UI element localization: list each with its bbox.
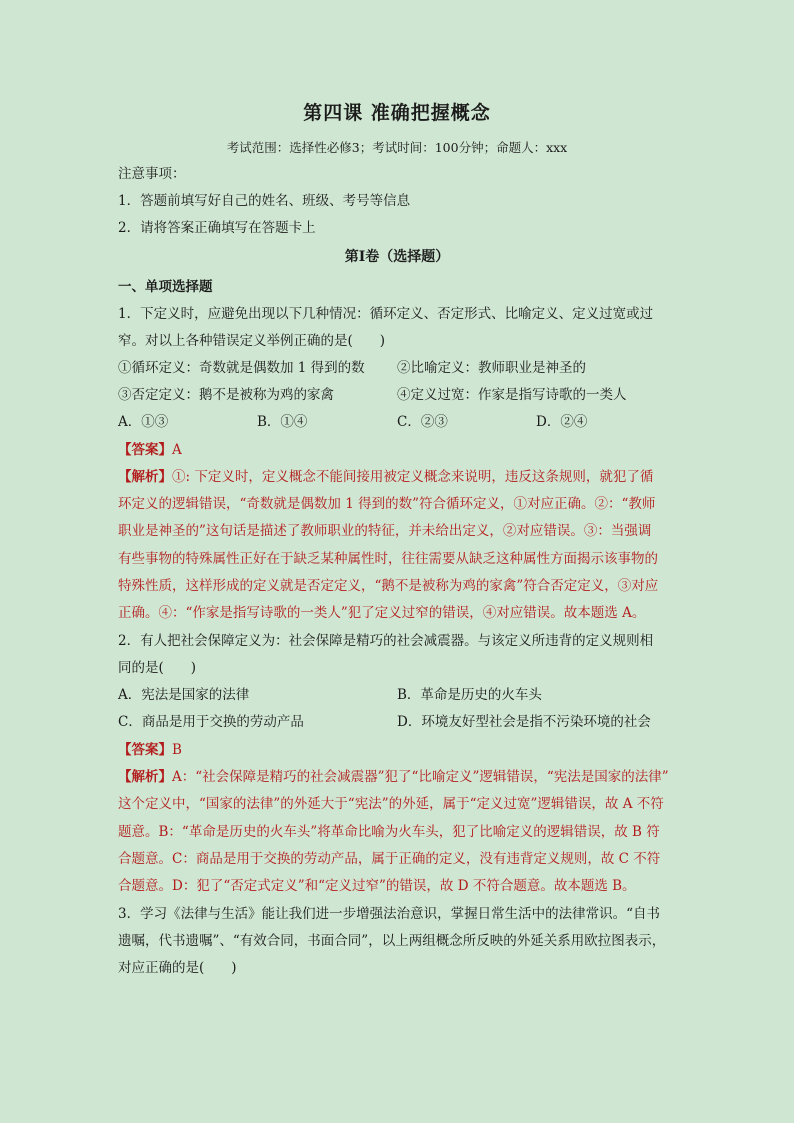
q1-analysis-text-1: ①: 下定义时，定义概念不能间接用被定义概念来说明，违反这条规则，就犯了循 — [172, 469, 654, 485]
q2-analysis-line-4: 合题意。C：商品是用于交换的劳动产品，属于正确的定义，没有违背定义规则，故 C 不符 — [118, 851, 661, 867]
q1-item-3: ③否定定义：鹅不是被称为鸡的家禽 — [118, 387, 334, 403]
q2-analysis-line-2: 这个定义中，“国家的法律”的外延大于“宪法”的外延，属于“定义过宽”逻辑错误，故 A 不符 — [118, 796, 664, 812]
q1-analysis-tag: 【解析】 — [118, 469, 172, 485]
q2-stem-line-1: 2．有人把社会保障定义为：社会保障是精巧的社会减震器。与该定义所违背的定义规则相 — [118, 633, 654, 649]
q2-analysis-text-1: A：“社会保障是精巧的社会减震器”犯了“比喻定义”逻辑错误，“宪法是国家的法律” — [172, 769, 669, 785]
exam-meta: 考试范围：选择性必修3；考试时间：100分钟；命题人：xxx — [226, 140, 568, 155]
q1-answer-tag: 【答案】 — [118, 442, 172, 458]
q1-analysis-line-1 — [118, 467, 678, 487]
q2-option-b: B．革命是历史的火车头 — [397, 687, 542, 703]
q2-analysis-line-3: 题意。B：“革命是历史的火车头”将革命比喻为火车头，犯了比喻定义的逻辑错误，故 B 符 — [118, 824, 660, 840]
q1-analysis-line-3: 职业是神圣的”这句话是描述了教师职业的特征，并未给出定义，②对应错误。③：当强调 — [118, 523, 652, 539]
q2-stem-line-2: 同的是( ) — [118, 660, 197, 676]
notice-label: 注意事项： — [118, 166, 186, 182]
q1-stem-line-1: 1．下定义时，应避免出现以下几种情况：循环定义、否定形式、比喻定义、定义过宽或过 — [118, 306, 654, 322]
q2-option-a: A．宪法是国家的法律 — [118, 687, 250, 703]
q3-stem-line-2: 遗嘱，代书遗嘱”、“有效合同，书面合同”，以上两组概念所反映的外延关系用欧拉图表示， — [118, 933, 666, 949]
q2-answer-tag: 【答案】 — [118, 742, 172, 758]
q1-analysis-line-5: 特殊性质，这样形成的定义就是否定定义，“鹅不是被称为鸡的家禽”符合否定定义，③对应 — [118, 578, 659, 594]
q3-stem-line-1: 3．学习《法律与生活》能让我们进一步增强法治意识，掌握日常生活中的法律常识。“自书 — [118, 906, 660, 922]
q2-answer — [118, 740, 678, 760]
q2-option-c: C．商品是用于交换的劳动产品 — [118, 714, 304, 730]
section-heading: 一、单项选择题 — [118, 279, 213, 295]
q2-analysis-line-1 — [118, 767, 678, 787]
q1-item-4: ④定义过宽：作家是指写诗歌的一类人 — [397, 387, 627, 403]
q1-option-b: B．①④ — [257, 414, 308, 430]
q1-analysis-line-2: 环定义的逻辑错误，“奇数就是偶数加 1 得到的数”符合循环定义，①对应正确。②：“教师 — [118, 496, 656, 512]
q1-item-1: ①循环定义：奇数就是偶数加 1 得到的数 — [118, 360, 365, 376]
q3-stem-line-3: 对应正确的是( ) — [118, 960, 237, 976]
q1-stem-line-2: 窄。对以上各种错误定义举例正确的是( ) — [118, 333, 386, 349]
volume-title: 第I卷（选择题） — [344, 249, 450, 265]
notice-item-1: 1．答题前填写好自己的姓名、班级、考号等信息 — [118, 193, 411, 209]
q1-answer-value: A — [172, 442, 182, 458]
q1-answer — [118, 440, 678, 460]
notice-item-2: 2．请将答案正确填写在答题卡上 — [118, 220, 316, 236]
q1-item-2: ②比喻定义：教师职业是神圣的 — [397, 360, 586, 376]
q1-option-a: A．①③ — [118, 414, 169, 430]
q2-analysis-line-5: 合题意。D：犯了“否定式定义”和“定义过窄”的错误，故 D 不符合题意。故本题选 B。 — [118, 878, 636, 894]
q2-analysis-tag: 【解析】 — [118, 769, 172, 785]
q1-option-d: D．②④ — [536, 414, 588, 430]
q1-analysis-line-6: 正确。④：“作家是指写诗歌的一类人”犯了定义过窄的错误，④对应错误。故本题选 A。 — [118, 605, 646, 621]
q2-answer-value: B — [172, 742, 182, 758]
q2-option-d: D．环境友好型社会是指不污染环境的社会 — [397, 714, 651, 730]
q1-option-c: C．②③ — [397, 414, 448, 430]
q1-analysis-line-4: 有些事物的特殊属性正好在于缺乏某种属性时，往往需要从缺乏这种属性方面揭示该事物的 — [118, 551, 658, 567]
page-title: 第四课 准确把握概念 — [303, 102, 491, 124]
